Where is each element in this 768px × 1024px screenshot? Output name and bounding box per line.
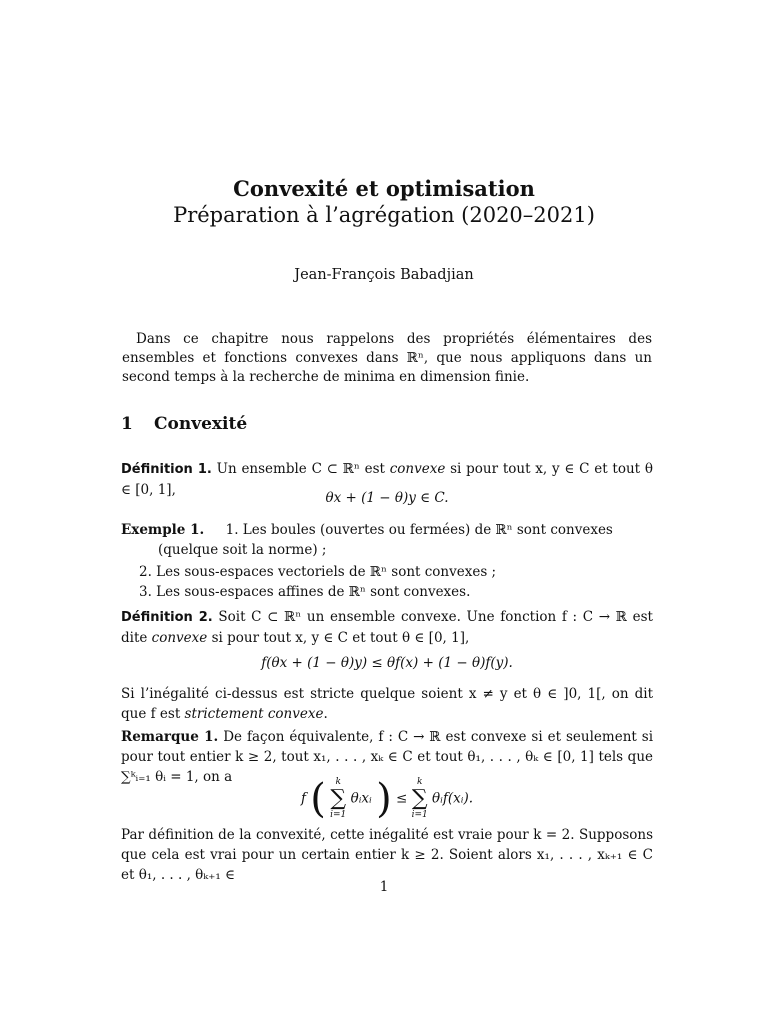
right-paren: ) [376,776,392,822]
sum-symbol: k ∑ i=1 [330,777,347,820]
strict-convexity-term: strictement convexe [184,706,324,722]
definition-1-equation: θx + (1 − θ)y ∈ C. [325,490,449,506]
section-heading [121,414,247,434]
definition-1-text-a: Un ensemble C ⊂ ℝⁿ est [216,461,390,477]
sum-symbol: k ∑ i=1 [411,777,428,820]
definition-2-text-b: si pour tout x, y ∈ C et tout θ ∈ [0, 1], [207,630,470,646]
list-item: 2. Les sous-espaces vectoriels de ℝⁿ sont convexes ; [139,564,497,580]
remark-1-equation [121,776,653,822]
example-1 [121,520,653,602]
list-item: 3. Les sous-espaces affines de ℝⁿ sont convexes. [139,584,471,600]
page-number: 1 [379,879,389,895]
definition-1-text-b: si pour tout x, y ∈ C et tout θ ∈ [0, 1], [121,461,653,498]
definition-2 [121,607,653,648]
example-1-first-line [121,520,653,560]
equation-inner: θᵢxᵢ [350,790,372,807]
equation-relation: ≤ [395,790,408,807]
closing-paragraph: Par définition de la convexité, cette inégalité est vraie pour k = 2. Supposons que cela est vrai pour un certain entier k ≥ 2. Soient alors x₁, . . . , xₖ₊₁ ∈ C et θ₁, . . . , θₖ₊₁ ∈ [121,827,653,883]
equation-f: f [300,790,306,807]
definition-1-term: convexe [389,461,446,477]
list-item: 1. Les boules (ouvertes ou fermées) de ℝⁿ sont convexes (quelque soit la norme) ; [158,522,613,558]
definition-2-equation: f(θx + (1 − θ)y) ≤ θf(x) + (1 − θ)f(y). [261,655,513,671]
definition-1-label: Définition 1. [121,462,212,477]
abstract: Dans ce chapitre nous rappelons des propriétés élémentaires des ensembles et fonctions convexes dans ℝⁿ, que nous appliquons dans un second temps à la recherche de minima en dimension finie. [122,331,652,385]
equation-rhs: θᵢf(xᵢ). [432,790,474,807]
definition-2-text-a: Soit C ⊂ ℝⁿ un ensemble convexe. Une fonction f : C → ℝ est dite [121,609,653,646]
section-number: 1 [121,414,133,434]
definition-2-term: convexe [151,630,208,646]
section-title: Convexité [154,414,248,434]
strict-convexity-text: Si l’inégalité ci-dessus est stricte quelque soient x ≠ y et θ ∈ ]0, 1[, on dit que f est strictement convexe. [121,686,653,722]
author-name: Jean-François Babadjian [294,267,474,283]
remark-1-text: De façon équivalente, f : C → ℝ est convexe si et seulement si pour tout entier k ≥ 2, tout x₁, . . . , xₖ ∈ C et tout θ₁, . . . , θₖ ∈ [0, 1] tels que ∑ᵏᵢ₌₁ θᵢ = 1, on a [121,729,654,785]
remark-1-label: Remarque 1. [121,729,219,745]
paper-subtitle: Préparation à l’agrégation (2020–2021) [173,203,595,227]
definition-2-label: Définition 2. [121,610,213,625]
example-1-label: Exemple 1. [121,522,205,538]
paper-title: Convexité et optimisation [233,176,535,201]
left-paren: ( [310,776,326,822]
